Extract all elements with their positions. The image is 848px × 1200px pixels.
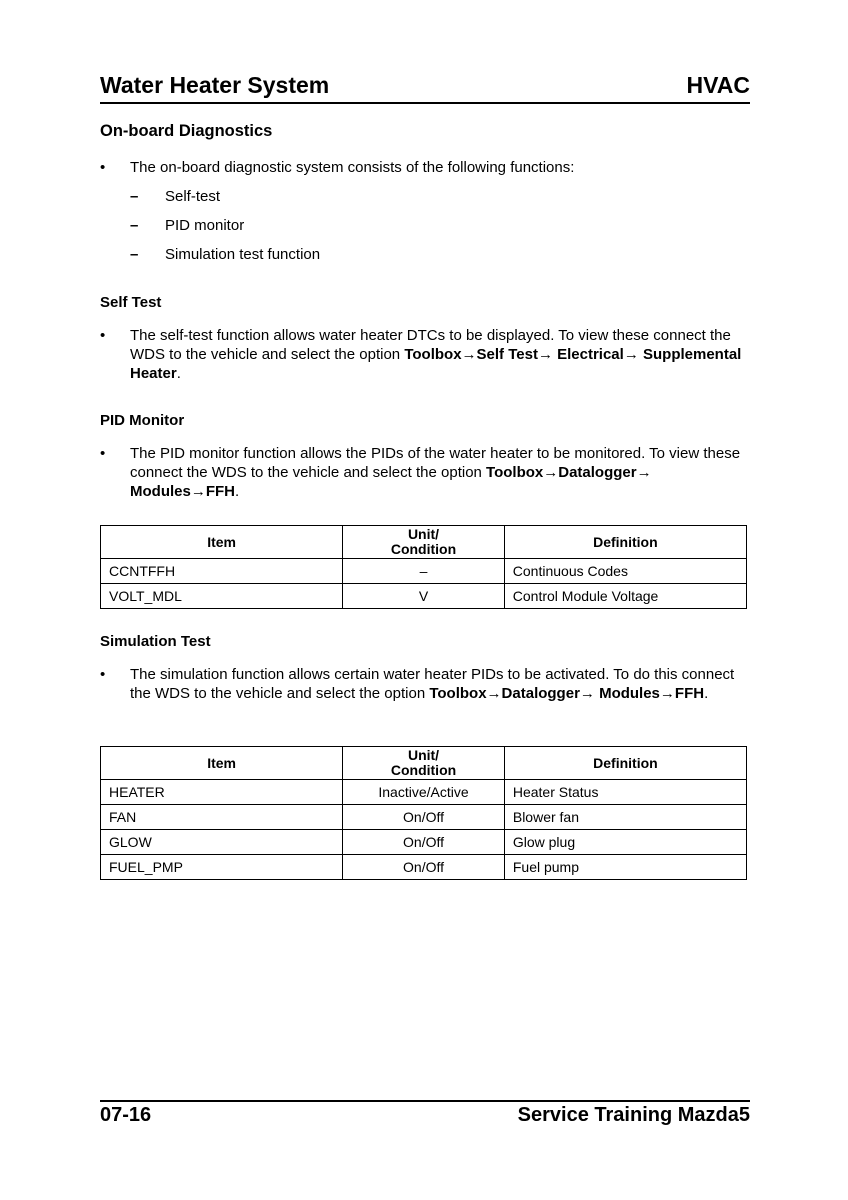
- column-header-item: Item: [101, 526, 343, 559]
- table-header-row: [101, 747, 747, 780]
- table-row: [101, 584, 747, 609]
- cell-definition: Continuous Codes: [504, 559, 746, 584]
- heading-self-test: Self Test: [100, 294, 162, 311]
- cell-definition: Fuel pump: [504, 855, 746, 880]
- menu-path: Toolbox→Datalogger→ Modules→FFH: [130, 464, 652, 500]
- section-name: HVAC: [686, 72, 750, 98]
- bullet-text: The self-test function allows water heater DTCs to be displayed. To view these connect the WDS to the vehicle and select the option Toolbox→Self Test→ Electrical→ Supplemental Heater.: [130, 327, 742, 382]
- column-header-definition: Definition: [504, 747, 746, 780]
- page-footer: [100, 1100, 750, 1134]
- bullet-text: The PID monitor function allows the PIDs of the water heater to be monitored. To view these connect the WDS to the vehicle and select the option Toolbox→Datalogger→ Modules→FFH.: [130, 445, 741, 500]
- table-row: [101, 805, 747, 830]
- page-header: [100, 70, 750, 104]
- simulation-test-table: [100, 746, 747, 880]
- column-header-definition: Definition: [504, 526, 746, 559]
- heading-onboard-diagnostics: On-board Diagnostics: [100, 122, 273, 140]
- dash-icon: –: [130, 217, 139, 234]
- cell-item: CCNTFFH: [101, 559, 343, 584]
- table-header-row: [101, 526, 747, 559]
- menu-path: Toolbox→Self Test→ Electrical→ Supplemental Heater: [130, 346, 742, 382]
- bullet-icon: •: [100, 159, 106, 176]
- bullet-icon: •: [100, 445, 106, 462]
- cell-unit: V: [343, 584, 505, 609]
- column-header-item: Item: [101, 747, 343, 780]
- cell-item: FAN: [101, 805, 343, 830]
- heading-simulation-test: Simulation Test: [100, 633, 211, 650]
- bullet-text: The simulation function allows certain water heater PIDs to be activated. To do this connect the WDS to the vehicle and select the option Toolbox→Datalogger→ Modules→FFH.: [130, 666, 735, 702]
- dash-icon: –: [130, 246, 139, 263]
- cell-definition: Blower fan: [504, 805, 746, 830]
- cell-definition: Glow plug: [504, 830, 746, 855]
- table-row: [101, 780, 747, 805]
- cell-unit: On/Off: [343, 830, 505, 855]
- dash-icon: –: [130, 188, 139, 205]
- cell-item: GLOW: [101, 830, 343, 855]
- dash-text: Self-test: [165, 188, 221, 205]
- bullet-icon: •: [100, 666, 106, 683]
- document-title: Water Heater System: [100, 72, 330, 98]
- column-header-unit: Unit/ Condition: [343, 526, 505, 559]
- cell-unit: Inactive/Active: [343, 780, 505, 805]
- table-row: [101, 855, 747, 880]
- cell-definition: Heater Status: [504, 780, 746, 805]
- cell-unit: On/Off: [343, 805, 505, 830]
- heading-pid-monitor: PID Monitor: [100, 412, 185, 429]
- cell-unit: –: [343, 559, 505, 584]
- dash-text: Simulation test function: [165, 246, 321, 263]
- column-header-unit: Unit/ Condition: [343, 747, 505, 780]
- cell-definition: Control Module Voltage: [504, 584, 746, 609]
- table-row: [101, 830, 747, 855]
- bullet-icon: •: [100, 327, 106, 344]
- bullet-text: The on-board diagnostic system consists of the following functions:: [130, 159, 575, 176]
- cell-unit: On/Off: [343, 855, 505, 880]
- cell-item: HEATER: [101, 780, 343, 805]
- table-row: [101, 559, 747, 584]
- page-number: 07-16: [100, 1104, 152, 1126]
- dash-text: PID monitor: [165, 217, 245, 234]
- cell-item: VOLT_MDL: [101, 584, 343, 609]
- course-name: Service Training Mazda5: [517, 1104, 750, 1126]
- cell-item: FUEL_PMP: [101, 855, 343, 880]
- menu-path: Toolbox→Datalogger→ Modules→FFH: [429, 685, 705, 702]
- pid-monitor-table: [100, 525, 747, 609]
